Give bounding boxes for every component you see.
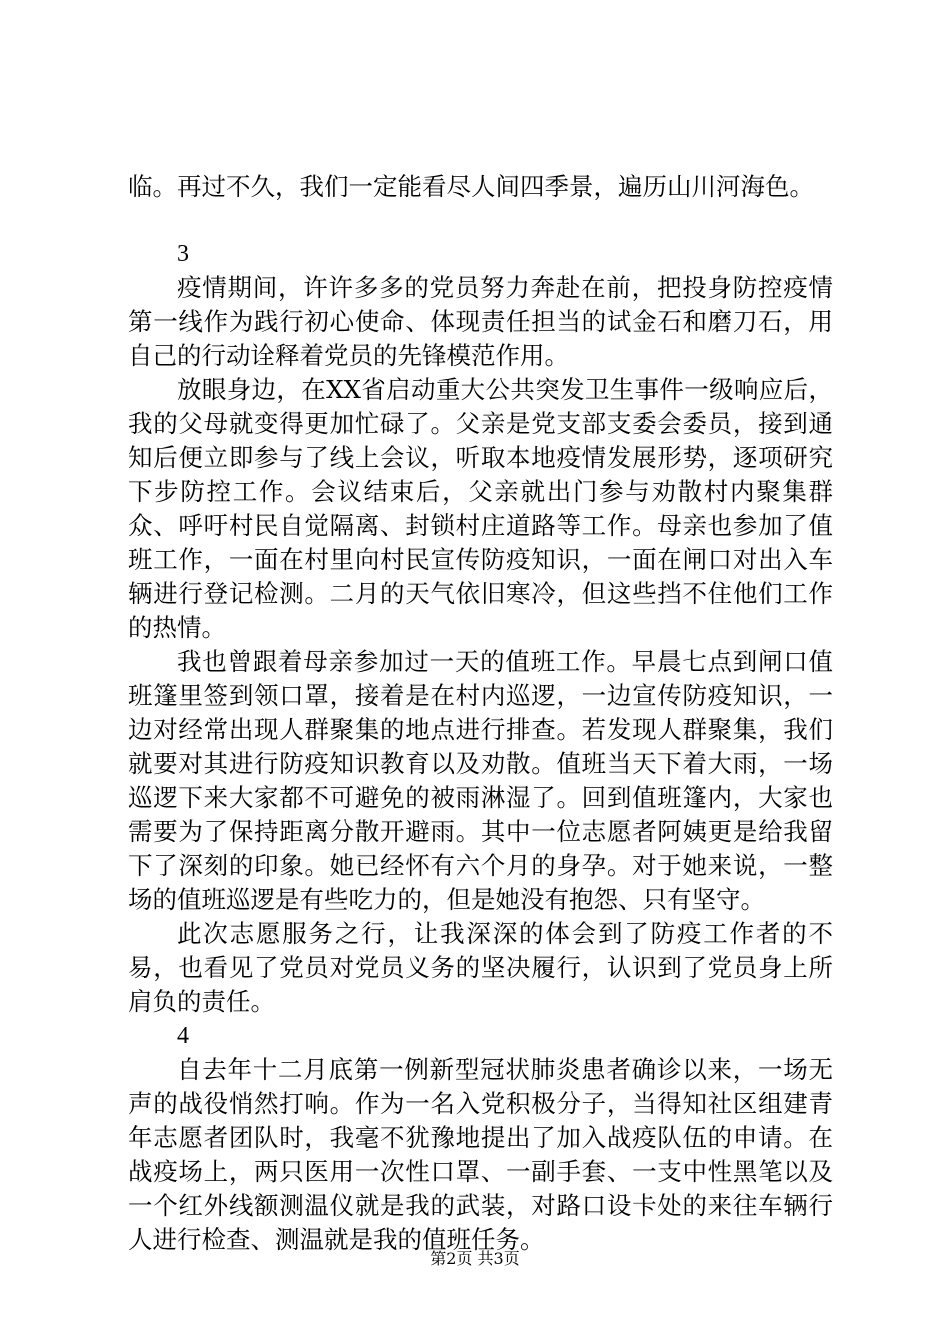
paragraph-spacer xyxy=(128,204,833,237)
paragraph: 此次志愿服务之行，让我深深的体会到了防疫工作者的不易，也看见了党员对党员义务的坚决履行，认识到了党员身上所肩负的责任。 xyxy=(128,919,833,1016)
section-number-3: 3 xyxy=(177,241,189,267)
paragraph: 疫情期间，许许多多的党员努力奔赴在前，把投身防控疫情第一线作为践行初心使命、体现责任担当的试金石和磨刀石，用自己的行动诠释着党员的先锋模范作用。 xyxy=(128,273,833,370)
document-body xyxy=(128,170,833,1257)
page-footer: 第2页 共3页 xyxy=(430,1249,520,1268)
paragraph: 放眼身边，在XX省启动重大公共突发卫生事件一级响应后，我的父母就变得更加忙碌了。父亲是党支部支委会委员，接到通知后便立即参与了线上会议，听取本地疫情发展形势，逐项研究下步防控工作。会议结束后，父亲就出门参与劝散村内聚集群众、呼吁村民自觉隔离、封锁村庄道路等工作。母亲也参加了值班工作，一面在村里向村民宣传防疫知识，一面在闸口对出入车辆进行登记检测。二月的天气依旧寒冷，但这些挡不住他们工作的热情。 xyxy=(128,375,833,642)
paragraph: 自去年十二月底第一例新型冠状肺炎患者确诊以来，一场无声的战役悄然打响。作为一名入党积极分子，当得知社区组建青年志愿者团队时，我毫不犹豫地提出了加入战疫队伍的申请。在战疫场上，两只医用一次性口罩、一副手套、一支中性黑笔以及一个红外线额测温仪就是我的武装，对路口设卡处的来往车辆行人进行检查、测温就是我的值班任务。 xyxy=(128,1055,833,1254)
paragraph: 我也曾跟着母亲参加过一天的值班工作。早晨七点到闸口值班篷里签到领口罩，接着是在村内巡逻，一边宣传防疫知识，一边对经常出现人群聚集的地点进行排查。若发现人群聚集，我们就要对其进行防疫知识教育以及劝散。值班当天下着大雨，一场巡逻下来大家都不可避免的被雨淋湿了。回到值班篷内，大家也需要为了保持距离分散开避雨。其中一位志愿者阿姨更是给我留下了深刻的印象。她已经怀有六个月的身孕。对于她来说，一整场的值班巡逻是有些吃力的，但是她没有抱怨、只有坚守。 xyxy=(128,647,833,914)
paragraph-continuation: 临。再过不久，我们一定能看尽人间四季景，遍历山川河海色。 xyxy=(128,172,814,201)
section-number-4: 4 xyxy=(177,1023,189,1049)
